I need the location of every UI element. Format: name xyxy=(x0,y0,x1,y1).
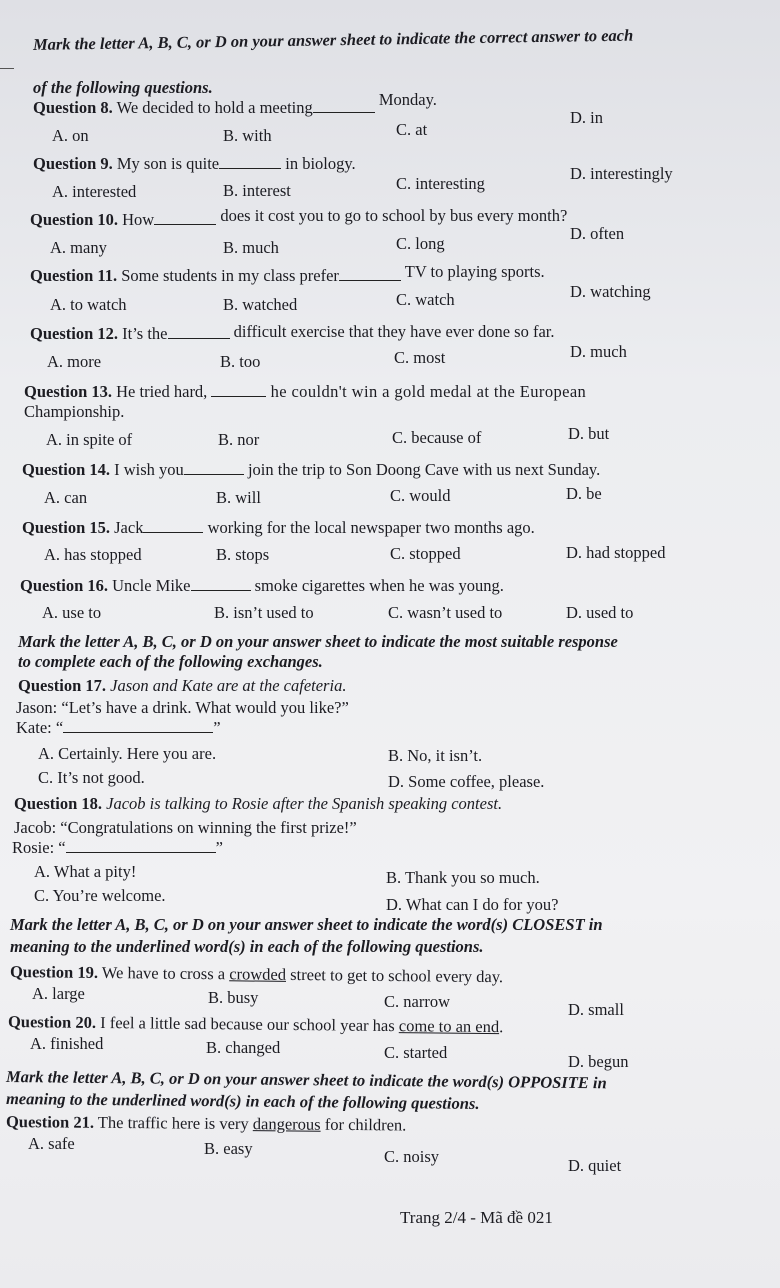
underlined-word: crowded xyxy=(229,964,287,984)
question-10 xyxy=(30,206,568,230)
answer-blank xyxy=(154,210,216,225)
q11-option-a: A. to watch xyxy=(50,295,127,314)
q9-option-b: B. interest xyxy=(223,181,291,200)
q11-option-d: D. watching xyxy=(570,282,651,301)
question-context: Jacob is talking to Rosie after the Spanish speaking contest. xyxy=(106,794,503,813)
dialogue-speaker: Kate: “ xyxy=(16,718,64,737)
question-text-pre: The traffic here is very xyxy=(97,1112,249,1134)
q16-option-b: B. isn’t used to xyxy=(214,603,314,622)
q21-option-b: B. easy xyxy=(204,1139,253,1158)
instruction-1-line2: of the following questions. xyxy=(33,78,213,97)
q20-option-d: D. begun xyxy=(568,1052,629,1071)
question-text-pre: It’s the xyxy=(122,324,168,343)
dialogue-speaker: Rosie: “ xyxy=(12,838,66,857)
q19-option-b: B. busy xyxy=(208,988,259,1007)
q18-dialogue-line1: Jacob: “Congratulations on winning the first prize!” xyxy=(14,818,357,837)
question-label: Question 8. xyxy=(33,98,113,117)
q20-option-b: B. changed xyxy=(206,1038,281,1057)
question-label: Question 14. xyxy=(22,460,111,479)
answer-blank xyxy=(313,98,375,113)
q16-option-c: C. wasn’t used to xyxy=(388,603,503,622)
q17-option-c: C. It’s not good. xyxy=(38,768,145,787)
q14-option-a: A. can xyxy=(44,488,88,507)
question-text-post: street to get to school every day. xyxy=(290,964,504,987)
instruction-3-line1: Mark the letter A, B, C, or D on your answer sheet to indicate the word(s) CLOSEST in xyxy=(10,915,603,934)
q18-option-d: D. What can I do for you? xyxy=(386,895,559,914)
q19-option-d: D. small xyxy=(568,1000,624,1019)
q18-option-b: B. Thank you so much. xyxy=(386,868,540,887)
q10-option-c: C. long xyxy=(396,234,445,253)
question-text-pre: I wish you xyxy=(114,460,184,479)
q21-option-a: A. safe xyxy=(28,1134,75,1153)
q17-option-a: A. Certainly. Here you are. xyxy=(38,744,217,763)
question-label: Question 18. xyxy=(14,794,103,813)
instruction-4-line1: Mark the letter A, B, C, or D on your answer sheet to indicate the word(s) OPPOSITE in xyxy=(5,1067,607,1093)
question-text-pre: My son is quite xyxy=(116,154,220,173)
instruction-4-line2: meaning to the underlined word(s) in each of the following questions. xyxy=(5,1089,480,1113)
question-text-pre: I feel a little sad because our school year has xyxy=(100,1012,395,1036)
q12-option-c: C. most xyxy=(394,348,446,367)
dialogue-close-quote: ” xyxy=(213,718,221,737)
q12-option-a: A. more xyxy=(47,352,102,371)
q17-option-b: B. No, it isn’t. xyxy=(388,746,483,765)
q20-option-a: A. finished xyxy=(30,1034,104,1053)
margin-mark xyxy=(0,68,14,69)
q16-option-d: D. used to xyxy=(566,603,634,622)
question-9 xyxy=(33,154,356,174)
question-text-pre: We have to cross a xyxy=(101,962,226,984)
q12-option-b: B. too xyxy=(220,352,261,371)
question-text-post: for children. xyxy=(324,1114,407,1135)
q21-option-c: C. noisy xyxy=(384,1147,440,1166)
question-text-post: Monday. xyxy=(378,90,437,109)
question-label: Question 13. xyxy=(24,382,113,401)
q19-option-c: C. narrow xyxy=(384,992,450,1011)
question-12 xyxy=(30,324,555,344)
q15-option-d: D. had stopped xyxy=(566,543,666,562)
q13-option-d: D. but xyxy=(568,424,610,443)
question-16 xyxy=(20,576,504,596)
instruction-3-line2: meaning to the underlined word(s) in each of the following questions. xyxy=(10,937,484,956)
q20-option-c: C. started xyxy=(384,1043,448,1062)
answer-blank xyxy=(184,460,244,475)
question-text-pre: How xyxy=(122,210,155,229)
answer-blank xyxy=(66,838,216,853)
question-text-post: in biology. xyxy=(285,154,356,173)
question-17 xyxy=(18,676,346,696)
q11-option-b: B. watched xyxy=(223,295,298,314)
q15-option-b: B. stops xyxy=(216,545,270,564)
q13-option-a: A. in spite of xyxy=(46,430,133,449)
q11-option-c: C. watch xyxy=(396,290,455,309)
question-8 xyxy=(33,90,437,118)
q17-dialogue-line1: Jason: “Let’s have a drink. What would you like?” xyxy=(16,698,349,717)
question-label: Question 12. xyxy=(30,324,119,343)
page-footer: Trang 2/4 - Mã đề 021 xyxy=(400,1208,553,1227)
q12-option-d: D. much xyxy=(570,342,627,361)
q15-option-a: A. has stopped xyxy=(44,545,142,564)
question-text-post: smoke cigarettes when he was young. xyxy=(254,576,504,595)
question-context: Jason and Kate are at the cafeteria. xyxy=(110,676,347,695)
q13-option-b: B. nor xyxy=(218,430,260,449)
q18-option-c: C. You’re welcome. xyxy=(34,886,166,905)
q10-option-b: B. much xyxy=(223,238,279,257)
underlined-word: come to an end xyxy=(398,1016,500,1037)
q16-option-a: A. use to xyxy=(42,603,102,622)
question-label: Question 9. xyxy=(33,154,113,173)
q9-option-a: A. interested xyxy=(52,182,137,201)
answer-blank xyxy=(168,324,230,339)
question-text-post: TV to playing sports. xyxy=(404,262,545,281)
question-14 xyxy=(22,460,600,480)
question-text-post: working for the local newspaper two months ago. xyxy=(207,518,535,537)
question-label: Question 16. xyxy=(20,576,109,595)
q18-option-a: A. What a pity! xyxy=(34,862,137,881)
q19-option-a: A. large xyxy=(32,984,85,1003)
answer-blank xyxy=(63,718,213,733)
dialogue-close-quote: ” xyxy=(215,838,223,857)
question-label: Question 21. xyxy=(5,1112,95,1132)
q10-option-d: D. often xyxy=(570,224,625,243)
question-18 xyxy=(14,794,502,814)
q14-option-d: D. be xyxy=(566,484,602,503)
answer-blank xyxy=(211,382,266,397)
question-label: Question 15. xyxy=(22,518,111,537)
q15-option-c: C. stopped xyxy=(390,544,461,563)
question-label: Question 10. xyxy=(30,210,119,229)
q21-option-d: D. quiet xyxy=(568,1156,622,1175)
question-text-post: join the trip to Son Doong Cave with us next Sunday. xyxy=(247,460,601,479)
answer-blank xyxy=(191,576,251,591)
q8-option-d: D. in xyxy=(570,108,603,127)
q10-option-a: A. many xyxy=(50,238,107,257)
q8-option-c: C. at xyxy=(396,120,428,139)
instruction-2-line2: to complete each of the following exchanges. xyxy=(18,652,323,671)
q13-option-c: C. because of xyxy=(392,428,482,447)
question-text-post: does it cost you to go to school by bus every month? xyxy=(220,206,568,225)
question-13-line2: Championship. xyxy=(24,402,125,421)
q9-option-d: D. interestingly xyxy=(570,164,673,183)
question-text-pre: Some students in my class prefer xyxy=(121,266,339,285)
q9-option-c: C. interesting xyxy=(396,174,485,193)
question-text-post: difficult exercise that they have ever done so far. xyxy=(233,322,555,341)
question-15 xyxy=(22,518,535,538)
underlined-word: dangerous xyxy=(252,1114,321,1134)
answer-blank xyxy=(339,266,401,281)
question-21 xyxy=(6,1112,407,1135)
q17-option-d: D. Some coffee, please. xyxy=(388,772,545,791)
question-text-pre: He tried hard, xyxy=(116,382,208,401)
instruction-1-line1: Mark the letter A, B, C, or D on your answer sheet to indicate the correct answer to each xyxy=(32,25,634,54)
q8-option-a: A. on xyxy=(52,126,89,145)
question-text-post: . xyxy=(499,1017,504,1037)
question-label: Question 19. xyxy=(9,962,99,982)
question-label: Question 17. xyxy=(18,676,107,695)
q8-option-b: B. with xyxy=(223,126,272,145)
question-label: Question 20. xyxy=(7,1012,97,1032)
question-text-pre: Jack xyxy=(114,518,144,537)
question-text-pre: Uncle Mike xyxy=(112,576,191,595)
q14-option-c: C. would xyxy=(390,486,451,505)
answer-blank xyxy=(219,154,281,169)
instruction-2-line1: Mark the letter A, B, C, or D on your answer sheet to indicate the most suitable response xyxy=(18,632,618,651)
question-text-post: he couldn't win a gold medal at the European xyxy=(270,382,587,401)
question-13 xyxy=(24,382,586,402)
answer-blank xyxy=(143,518,203,533)
question-text-pre: We decided to hold a meeting xyxy=(116,98,313,117)
q18-dialogue-line2 xyxy=(12,838,223,858)
q14-option-b: B. will xyxy=(216,488,261,507)
q17-dialogue-line2 xyxy=(16,718,221,738)
question-label: Question 11. xyxy=(30,266,118,285)
question-11 xyxy=(30,262,545,286)
